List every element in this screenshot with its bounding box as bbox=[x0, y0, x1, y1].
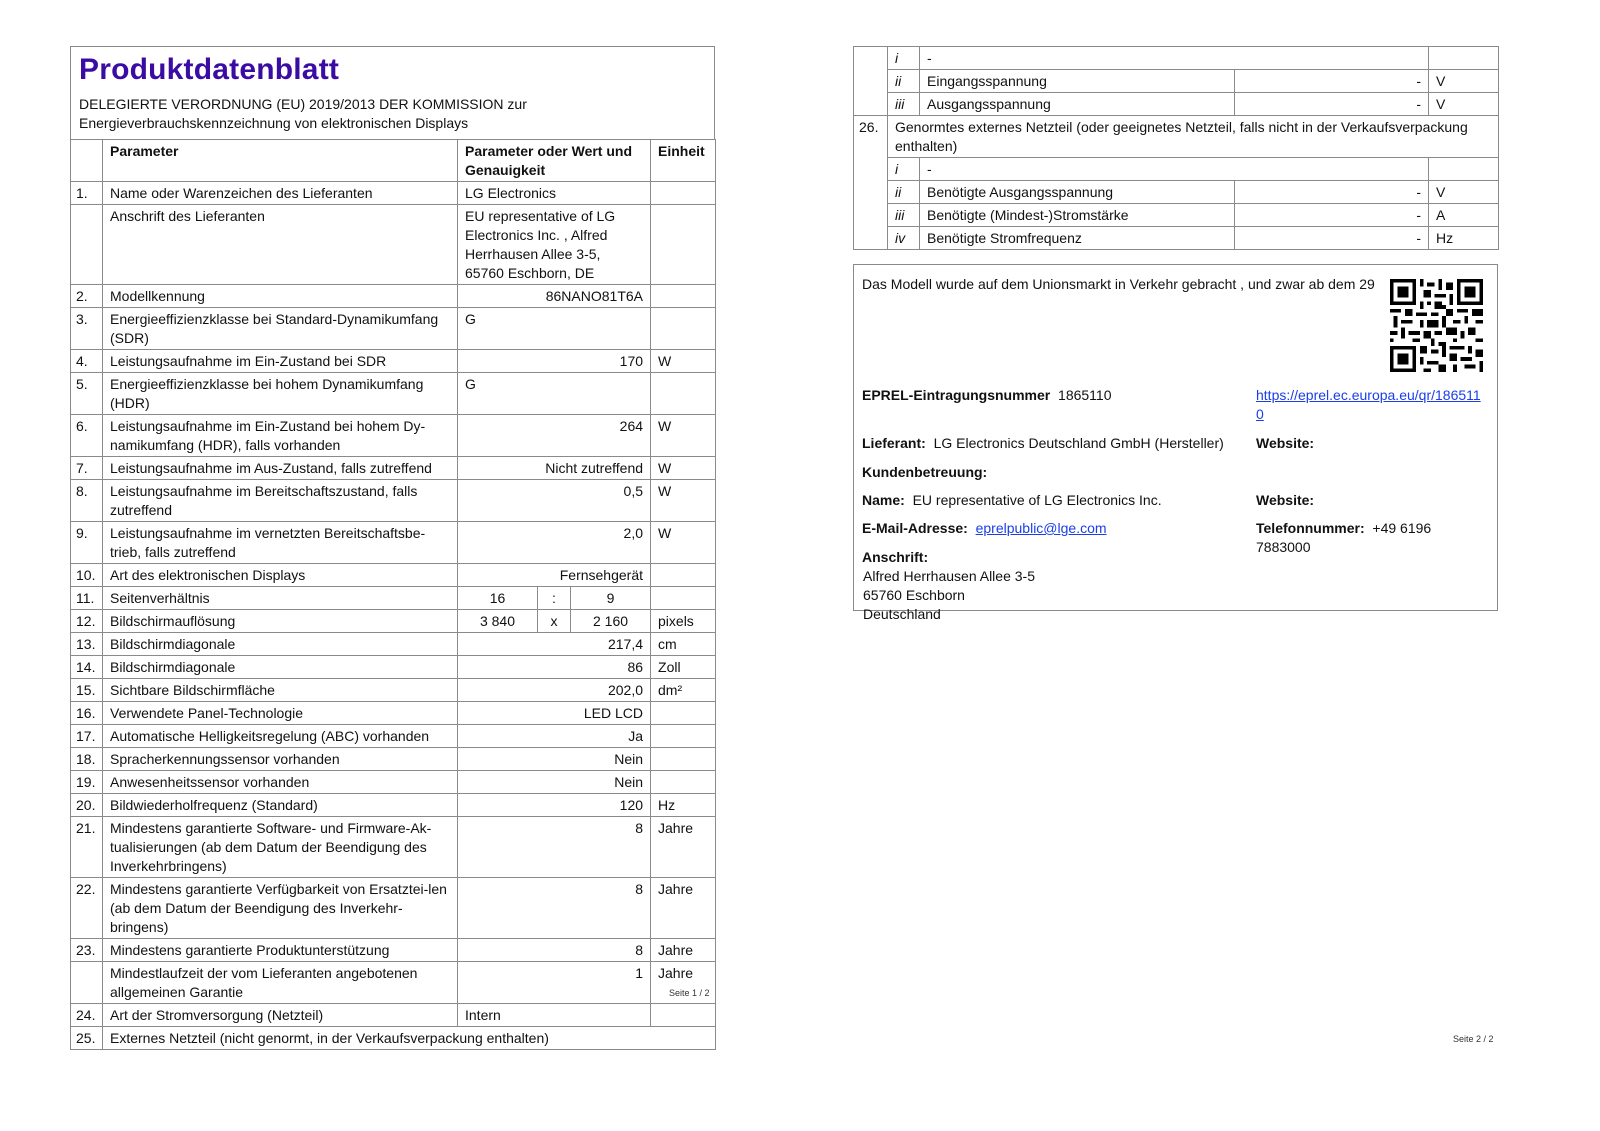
sub-index: iii bbox=[888, 93, 920, 116]
row-parameter: Anwesenheitssensor vorhanden bbox=[103, 771, 458, 794]
row-number: 21. bbox=[71, 817, 103, 878]
row-value: 8 bbox=[458, 878, 651, 939]
row-number: 12. bbox=[71, 610, 103, 633]
row-unit: dm² bbox=[651, 679, 716, 702]
row-parameter: Sichtbare Bildschirmfläche bbox=[103, 679, 458, 702]
row-number: 6. bbox=[71, 415, 103, 457]
sub-unit bbox=[1429, 47, 1499, 70]
row-number: 13. bbox=[71, 633, 103, 656]
subtitle-line-2: Energieverbrauchskennzeichnung von elektronischen Displays bbox=[79, 115, 469, 131]
sub-parameter: - bbox=[920, 158, 1429, 181]
row-number: 25. bbox=[71, 1027, 103, 1050]
row-parameter: Spracherkennungssensor vorhanden bbox=[103, 748, 458, 771]
row-parameter: Name oder Warenzeichen des Lieferanten bbox=[103, 182, 458, 205]
sub-value: - bbox=[1235, 70, 1429, 93]
row-unit: W bbox=[651, 415, 716, 457]
row-value-a: 16 bbox=[458, 587, 538, 610]
row-value: 202,0 bbox=[458, 679, 651, 702]
row-unit bbox=[651, 587, 716, 610]
row-parameter: Leistungsaufnahme im Bereitschaftszustand, falls zutreffend bbox=[103, 480, 458, 522]
table-row bbox=[71, 1004, 716, 1027]
name-row bbox=[862, 491, 1489, 510]
row-number: 23. bbox=[71, 939, 103, 962]
row-number: 17. bbox=[71, 725, 103, 748]
row-unit: Jahre bbox=[651, 817, 716, 878]
sub-index: iv bbox=[888, 227, 920, 250]
table-row bbox=[71, 480, 716, 522]
eprel-link[interactable]: https://eprel.ec.europa.eu/qr/1865110 bbox=[1256, 387, 1481, 422]
email-row bbox=[862, 519, 1489, 555]
row-value: LED LCD bbox=[458, 702, 651, 725]
row-number: 7. bbox=[71, 457, 103, 480]
title-box bbox=[70, 46, 715, 139]
sub-parameter: Eingangsspannung bbox=[920, 70, 1235, 93]
table-row bbox=[71, 656, 716, 679]
customer-service-label: Kundenbetreuung: bbox=[862, 464, 988, 480]
subtitle-line-1: DELEGIERTE VERORDNUNG (EU) 2019/2013 DER KOMMISSION zur bbox=[79, 96, 527, 112]
row-unit: cm bbox=[651, 633, 716, 656]
power-supply-table bbox=[853, 46, 1499, 250]
sub-index: ii bbox=[888, 181, 920, 204]
phone-value: +49 6196 7883000 bbox=[1256, 520, 1432, 555]
row-value-separator: : bbox=[538, 587, 571, 610]
row-value: G bbox=[458, 373, 651, 415]
row-unit bbox=[651, 702, 716, 725]
row-number: 24. bbox=[71, 1004, 103, 1027]
table-row bbox=[71, 587, 716, 610]
table-row bbox=[854, 93, 1499, 116]
row-number: 2. bbox=[71, 285, 103, 308]
eprel-row bbox=[862, 386, 1489, 422]
sub-value: - bbox=[1235, 204, 1429, 227]
table-row-26 bbox=[854, 116, 1499, 158]
info-box bbox=[853, 264, 1498, 622]
supplier-website-label: Website: bbox=[1256, 435, 1315, 451]
page-number-2: Seite 2 / 2 bbox=[1453, 1034, 1494, 1044]
row-number: 15. bbox=[71, 679, 103, 702]
table-row bbox=[71, 373, 716, 415]
sub-index: ii bbox=[888, 70, 920, 93]
sub-index: i bbox=[888, 158, 920, 181]
table-row bbox=[71, 725, 716, 748]
table-row bbox=[854, 204, 1499, 227]
sub-unit: V bbox=[1429, 93, 1499, 116]
table-row bbox=[71, 771, 716, 794]
row-unit: W bbox=[651, 522, 716, 564]
sub-unit: Hz bbox=[1429, 227, 1499, 250]
row-number: 20. bbox=[71, 794, 103, 817]
sub-parameter: Benötigte (Mindest-)Stromstärke bbox=[920, 204, 1235, 227]
sub-value: - bbox=[1235, 181, 1429, 204]
row-unit: Jahre bbox=[651, 939, 716, 962]
header-unit: Einheit bbox=[651, 140, 716, 182]
row-value: 0,5 bbox=[458, 480, 651, 522]
row-value: 2,0 bbox=[458, 522, 651, 564]
row-value: Fernsehgerät bbox=[458, 564, 651, 587]
name-value: EU representative of LG Electronics Inc. bbox=[912, 492, 1162, 508]
row-number: 5. bbox=[71, 373, 103, 415]
row-parameter: Genormtes externes Netzteil (oder geeignetes Netzteil, falls nicht in der Verkaufsverpackung enthalten) bbox=[888, 116, 1499, 158]
row-parameter: Verwendete Panel-Technologie bbox=[103, 702, 458, 725]
name-label: Name: bbox=[862, 492, 905, 508]
row-parameter: Automatische Helligkeitsregelung (ABC) vorhanden bbox=[103, 725, 458, 748]
row-number: 9. bbox=[71, 522, 103, 564]
row-number: 16. bbox=[71, 702, 103, 725]
table-row bbox=[71, 182, 716, 205]
row-unit bbox=[651, 725, 716, 748]
page-2 bbox=[853, 0, 1498, 622]
row-unit bbox=[651, 285, 716, 308]
table-row bbox=[854, 47, 1499, 70]
row-number: 8. bbox=[71, 480, 103, 522]
row-value-b: 2 160 bbox=[571, 610, 651, 633]
row-number bbox=[71, 205, 103, 285]
table-row bbox=[71, 457, 716, 480]
row-parameter: Bildschirmauflösung bbox=[103, 610, 458, 633]
customer-website-label: Website: bbox=[1256, 492, 1315, 508]
table-row bbox=[71, 702, 716, 725]
row-parameter: Bildschirmdiagonale bbox=[103, 633, 458, 656]
row-value: EU representative of LG Electronics Inc. , Alfred Herrhausen Allee 3-5, 65760 Eschborn, DE bbox=[458, 205, 651, 285]
row-parameter: Mindestens garantierte Produktunterstützung bbox=[103, 939, 458, 962]
row-number-spacer bbox=[854, 47, 888, 116]
row-unit bbox=[651, 182, 716, 205]
row-parameter: Leistungsaufnahme im Ein-Zustand bei hohem Dy-namikumfang (HDR), falls vorhanden bbox=[103, 415, 458, 457]
row-number: 4. bbox=[71, 350, 103, 373]
table-row bbox=[71, 633, 716, 656]
row-number: 19. bbox=[71, 771, 103, 794]
row-unit: Jahre bbox=[651, 878, 716, 939]
row-value: Ja bbox=[458, 725, 651, 748]
row-parameter: Leistungsaufnahme im Ein-Zustand bei SDR bbox=[103, 350, 458, 373]
table-row bbox=[71, 817, 716, 878]
row-unit: Zoll bbox=[651, 656, 716, 679]
table-row bbox=[71, 415, 716, 457]
table-row bbox=[854, 70, 1499, 93]
row-parameter: Seitenverhältnis bbox=[103, 587, 458, 610]
row-parameter: Leistungsaufnahme im vernetzten Bereitschaftsbe-trieb, falls zutreffend bbox=[103, 522, 458, 564]
row-unit: Hz bbox=[651, 794, 716, 817]
row-parameter: Bildschirmdiagonale bbox=[103, 656, 458, 679]
row-unit: Jahre bbox=[651, 962, 716, 1004]
header-value: Parameter oder Wert und Genauigkeit bbox=[458, 140, 651, 182]
row-unit bbox=[651, 771, 716, 794]
table-header-row bbox=[71, 140, 716, 182]
address-label: Anschrift: bbox=[862, 549, 929, 565]
table-row bbox=[71, 878, 716, 939]
row-number: 18. bbox=[71, 748, 103, 771]
row-value-b: 9 bbox=[571, 587, 651, 610]
table-row bbox=[71, 794, 716, 817]
table-row bbox=[71, 522, 716, 564]
row-value-separator: x bbox=[538, 610, 571, 633]
table-row bbox=[854, 227, 1499, 250]
address-line-3: Deutschland bbox=[863, 606, 941, 622]
eprel-label: EPREL-Eintragungsnummer bbox=[862, 387, 1051, 403]
sub-parameter: Benötigte Ausgangsspannung bbox=[920, 181, 1235, 204]
row-unit: W bbox=[651, 480, 716, 522]
row-value: 217,4 bbox=[458, 633, 651, 656]
row-parameter: Mindestens garantierte Software- und Firmware-Ak-tualisierungen (ab dem Datum der Beendigung des Inverkehrbringens) bbox=[103, 817, 458, 878]
row-unit bbox=[651, 748, 716, 771]
sub-unit: A bbox=[1429, 204, 1499, 227]
row-parameter: Anschrift des Lieferanten bbox=[103, 205, 458, 285]
sub-value: - bbox=[1235, 227, 1429, 250]
row-unit bbox=[651, 308, 716, 350]
supplier-row bbox=[862, 434, 1489, 453]
row-number: 22. bbox=[71, 878, 103, 939]
address-block bbox=[862, 548, 1489, 624]
qr-code-icon[interactable] bbox=[1390, 279, 1483, 372]
table-row bbox=[71, 939, 716, 962]
row-number: 11. bbox=[71, 587, 103, 610]
supplier-value: LG Electronics Deutschland GmbH (Hersteller) bbox=[933, 435, 1224, 451]
row-value: 86NANO81T6A bbox=[458, 285, 651, 308]
supplier-label: Lieferant: bbox=[862, 435, 926, 451]
table-row bbox=[71, 308, 716, 350]
page-number: Seite 1 / 2 bbox=[669, 988, 710, 998]
row-unit bbox=[651, 1004, 716, 1027]
table-row bbox=[71, 205, 716, 285]
row-value: 8 bbox=[458, 817, 651, 878]
row-unit: W bbox=[651, 457, 716, 480]
row-value: 264 bbox=[458, 415, 651, 457]
email-link[interactable]: eprelpublic@lge.com bbox=[975, 520, 1107, 536]
row-parameter: Energieeffizienzklasse bei Standard-Dynamikumfang (SDR) bbox=[103, 308, 458, 350]
row-value: 86 bbox=[458, 656, 651, 679]
row-unit: pixels bbox=[651, 610, 716, 633]
phone-label: Telefonnummer: bbox=[1256, 520, 1365, 536]
row-value: 170 bbox=[458, 350, 651, 373]
address-line-1: Alfred Herrhausen Allee 3-5 bbox=[863, 568, 1035, 584]
row-parameter: Bildwiederholfrequenz (Standard) bbox=[103, 794, 458, 817]
sub-unit: V bbox=[1429, 181, 1499, 204]
sub-parameter: - bbox=[920, 47, 1429, 70]
row-value: G bbox=[458, 308, 651, 350]
table-row bbox=[71, 610, 716, 633]
row-value: Nein bbox=[458, 771, 651, 794]
table-row bbox=[71, 748, 716, 771]
row-value: 8 bbox=[458, 939, 651, 962]
eprel-number: 1865110 bbox=[1058, 387, 1112, 403]
row-number: 1. bbox=[71, 182, 103, 205]
table-row bbox=[71, 962, 716, 1004]
row-parameter: Externes Netzteil (nicht genormt, in der Verkaufsverpackung enthalten) bbox=[103, 1027, 716, 1050]
row-number bbox=[71, 962, 103, 1004]
row-parameter: Leistungsaufnahme im Aus-Zustand, falls zutreffend bbox=[103, 457, 458, 480]
row-parameter: Art des elektronischen Displays bbox=[103, 564, 458, 587]
row-number: 26. bbox=[854, 116, 888, 250]
header-parameter: Parameter bbox=[103, 140, 458, 182]
table-row bbox=[854, 181, 1499, 204]
page-1 bbox=[70, 0, 715, 1050]
product-data-table bbox=[70, 139, 716, 1050]
row-value: 1 bbox=[458, 962, 651, 1004]
row-parameter: Art der Stromversorgung (Netzteil) bbox=[103, 1004, 458, 1027]
row-unit bbox=[651, 373, 716, 415]
sub-parameter: Benötigte Stromfrequenz bbox=[920, 227, 1235, 250]
row-value: Nicht zutreffend bbox=[458, 457, 651, 480]
row-value: Nein bbox=[458, 748, 651, 771]
table-row bbox=[71, 1027, 716, 1050]
market-date-text: Das Modell wurde auf dem Unionsmarkt in Verkehr gebracht , und zwar ab dem 29 bbox=[862, 276, 1375, 292]
address-line-2: 65760 Eschborn bbox=[863, 587, 965, 603]
row-parameter: Mindestens garantierte Verfügbarkeit von Ersatztei-len (ab dem Datum der Beendigung des Inverkehr-bringens) bbox=[103, 878, 458, 939]
table-row bbox=[71, 285, 716, 308]
sub-unit: V bbox=[1429, 70, 1499, 93]
row-number: 3. bbox=[71, 308, 103, 350]
page-title: Produktdatenblatt bbox=[79, 53, 340, 86]
row-parameter: Mindestlaufzeit der vom Lieferanten angebotenen allgemeinen Garantie bbox=[103, 962, 458, 1004]
email-label: E-Mail-Adresse: bbox=[862, 520, 968, 536]
sub-unit bbox=[1429, 158, 1499, 181]
sub-index: iii bbox=[888, 204, 920, 227]
sub-parameter: Ausgangsspannung bbox=[920, 93, 1235, 116]
table-row bbox=[71, 679, 716, 702]
row-value: LG Electronics bbox=[458, 182, 651, 205]
row-unit: W bbox=[651, 350, 716, 373]
row-number: 14. bbox=[71, 656, 103, 679]
table-row bbox=[71, 350, 716, 373]
row-value: 120 bbox=[458, 794, 651, 817]
row-value: Intern bbox=[458, 1004, 651, 1027]
row-number: 10. bbox=[71, 564, 103, 587]
row-value-a: 3 840 bbox=[458, 610, 538, 633]
table-row bbox=[854, 158, 1499, 181]
row-parameter: Energieeffizienzklasse bei hohem Dynamikumfang (HDR) bbox=[103, 373, 458, 415]
row-parameter: Modellkennung bbox=[103, 285, 458, 308]
sub-value: - bbox=[1235, 93, 1429, 116]
row-unit bbox=[651, 205, 716, 285]
row-unit bbox=[651, 564, 716, 587]
sub-index: i bbox=[888, 47, 920, 70]
table-row bbox=[71, 564, 716, 587]
